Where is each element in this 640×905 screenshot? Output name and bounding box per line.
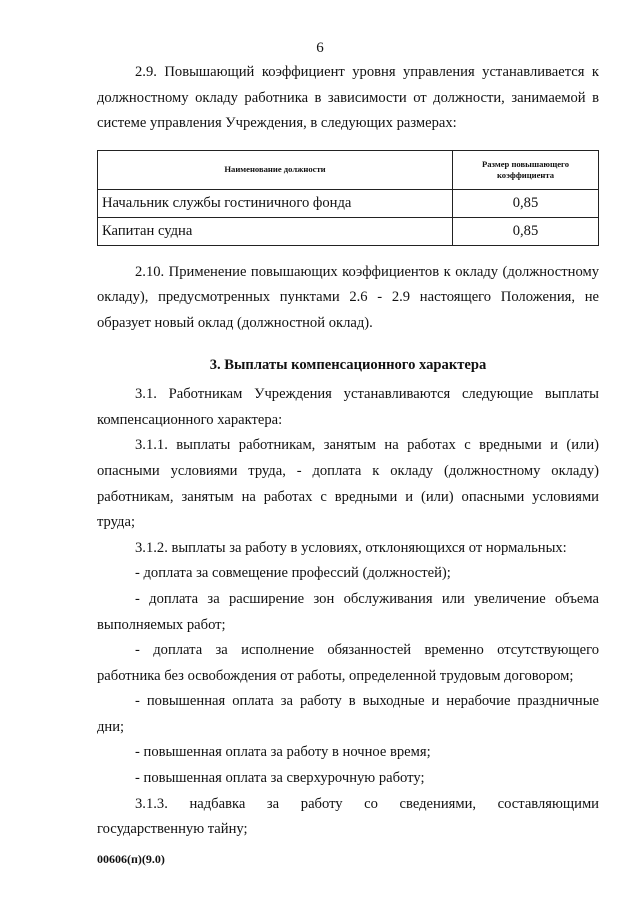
table-row bbox=[98, 189, 599, 217]
table-header-position: Наименование должности bbox=[98, 150, 453, 189]
paragraph-2-10: 2.10. Применение повышающих коэффициентов к окладу (должностному окладу), предусмотренных пунктами 2.6 - 2.9 настоящего Положения, не образует новый оклад (должностной оклад). bbox=[97, 263, 599, 331]
list-item: - повышенная оплата за сверхурочную работу; bbox=[135, 770, 425, 787]
page-number: 6 bbox=[316, 40, 324, 56]
paragraph-3-1-3: 3.1.3. надбавка за работу со сведениями, составляющими государственную тайну; bbox=[97, 795, 599, 838]
paragraph-2-9: 2.9. Повышающий коэффициент уровня управления устанавливается к должностному окладу работника в зависимости от должности, занимаемой в системе управления Учреждения, в следующих размерах: bbox=[97, 64, 599, 132]
paragraph-3-1-2: 3.1.2. выплаты за работу в условиях, отклоняющихся от нормальных: bbox=[135, 539, 567, 556]
list-item: - доплата за расширение зон обслуживания или увеличение объема выполняемых работ; bbox=[97, 590, 599, 633]
table-row bbox=[98, 217, 599, 245]
table-cell-coefficient: 0,85 bbox=[453, 189, 599, 217]
table-header-coefficient: Размер повышающего коэффициента bbox=[453, 150, 599, 189]
list-item: - доплата за совмещение профессий (должностей); bbox=[135, 565, 451, 582]
list-item: - повышенная оплата за работу в ночное время; bbox=[135, 744, 431, 761]
document-code: 00606(п)(9.0) bbox=[97, 852, 165, 866]
table-cell-coefficient: 0,85 bbox=[453, 217, 599, 245]
table-header-row bbox=[98, 150, 599, 189]
section-3-heading: 3. Выплаты компенсационного характера bbox=[209, 356, 487, 373]
coefficient-table bbox=[97, 150, 599, 246]
list-item: - повышенная оплата за работу в выходные и нерабочие праздничные дни; bbox=[97, 693, 599, 735]
list-item: - доплата за исполнение обязанностей временно отсутствующего работника без освобождения от работы, определенной трудовым договором; bbox=[97, 642, 599, 684]
paragraph-3-1: 3.1. Работникам Учреждения устанавливаются следующие выплаты компенсационного характера: bbox=[97, 386, 599, 428]
document-body bbox=[97, 60, 599, 843]
paragraph-3-1-1: 3.1.1. выплаты работникам, занятым на работах с вредными и (или) опасными условиями труда, - доплата к окладу (должностному окладу) работникам, занятым на работах с вредными и (или) опасными условиями труда; bbox=[97, 437, 599, 531]
table-cell-position: Начальник службы гостиничного фонда bbox=[98, 189, 453, 217]
table-cell-position: Капитан судна bbox=[98, 217, 453, 245]
